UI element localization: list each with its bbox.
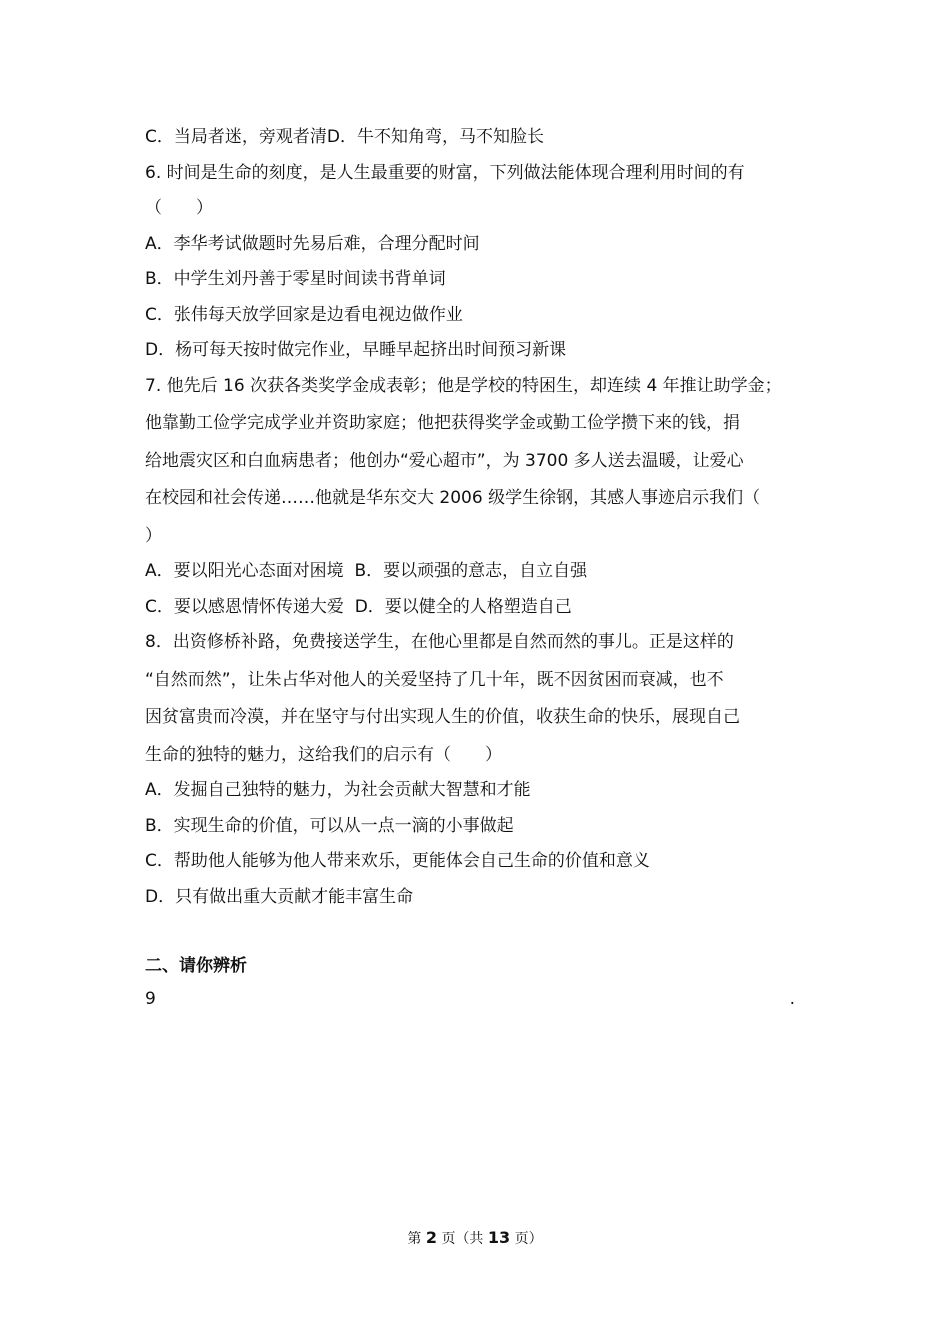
q5-option-d: D．牛不知角弯，马不知脸长 bbox=[326, 127, 544, 147]
footer-page-number: 2 bbox=[425, 1228, 437, 1247]
q7-option-d: D．要以健全的人格塑造自己 bbox=[354, 596, 572, 617]
q6-option-b: B．中学生刘丹善于零星时间读书背单词 bbox=[145, 269, 446, 289]
q8-option-d: D．只有做出重大贡献才能丰富生命 bbox=[145, 886, 414, 907]
q7-stem-line2: 他靠勤工俭学完成学业并资助家庭；他把获得奖学金或勤工俭学攒下来的钱，捐 bbox=[145, 413, 740, 433]
q6-option-d: D．杨可每天按时做完作业，早睡早起挤出时间预习新课 bbox=[145, 340, 567, 360]
q6-option-a: A．李华考试做题时先易后难，合理分配时间 bbox=[145, 233, 480, 254]
q7-option-c: C．要以感恩情怀传递大爱 bbox=[145, 596, 344, 617]
q9-number: 9 bbox=[145, 989, 156, 1009]
footer-total-pages: 13 bbox=[487, 1228, 511, 1247]
footer-middle: 页（共 bbox=[441, 1231, 484, 1247]
q7-options-ab bbox=[145, 558, 815, 594]
q7-stem-line1: 7. 他先后 16 次获各类奖学金成表彰；他是学校的特困生，却连续 4 年推让助学金； bbox=[145, 375, 782, 396]
q8-stem-line3: 因贫富贵而冷漠，并在坚守与付出实现人生的价值，收获生命的快乐，展现自己 bbox=[145, 707, 740, 727]
q7-stem-line5: ） bbox=[145, 525, 162, 546]
q8-option-c: C．帮助他人能够为他人带来欢乐，更能体会自己生命的价值和意义 bbox=[145, 851, 650, 871]
q8-stem-line2: “自然而然”，让朱占华对他人的关爱坚持了几十年，既不因贫困而衰减，也不 bbox=[145, 669, 724, 690]
q6-stem-line2: （ ） bbox=[145, 198, 213, 218]
q6-stem-line1: 6. 时间是生命的刻度，是人生最重要的财富，下列做法能体现合理利用时间的有 bbox=[145, 162, 745, 183]
q8-option-a: A．发掘自己独特的魅力，为社会贡献大智慧和才能 bbox=[145, 780, 531, 800]
q8-stem-line4: 生命的独特的魅力，这给我们的启示有（ ） bbox=[145, 744, 502, 765]
q7-option-b: B．要以顽强的意志，自立自强 bbox=[354, 561, 588, 581]
footer-prefix: 第 bbox=[407, 1231, 422, 1247]
q7-option-a: A．要以阳光心态面对困境 bbox=[145, 561, 344, 581]
q7-stem-line3: 给地震灾区和白血病患者；他创办“爱心超市”，为 3700 多人送去温暖，让爱心 bbox=[145, 450, 744, 471]
q6-option-c: C．张伟每天放学回家是边看电视边做作业 bbox=[145, 304, 463, 325]
q5-options-cd bbox=[145, 124, 815, 160]
page-footer bbox=[0, 1228, 950, 1249]
q8-option-b: B．实现生命的价值，可以从一点一滴的小事做起 bbox=[145, 815, 514, 836]
q9-trailing-dot: . bbox=[789, 989, 795, 1009]
question-content bbox=[145, 124, 815, 919]
q5-option-c: C．当局者迷，旁观者清 bbox=[145, 127, 327, 147]
footer-suffix: 页） bbox=[514, 1231, 543, 1247]
q8-stem-line1: 8．出资修桥补路，免费接送学生，在他心里都是自然而然的事儿。正是这样的 bbox=[145, 632, 734, 652]
section-2-title: 二、请你辨析 bbox=[145, 956, 247, 976]
q7-options-cd bbox=[145, 594, 815, 630]
q7-stem-line4: 在校园和社会传递……他就是华东交大 2006 级学生徐钢，其感人事迹启示我们（ bbox=[145, 488, 761, 508]
